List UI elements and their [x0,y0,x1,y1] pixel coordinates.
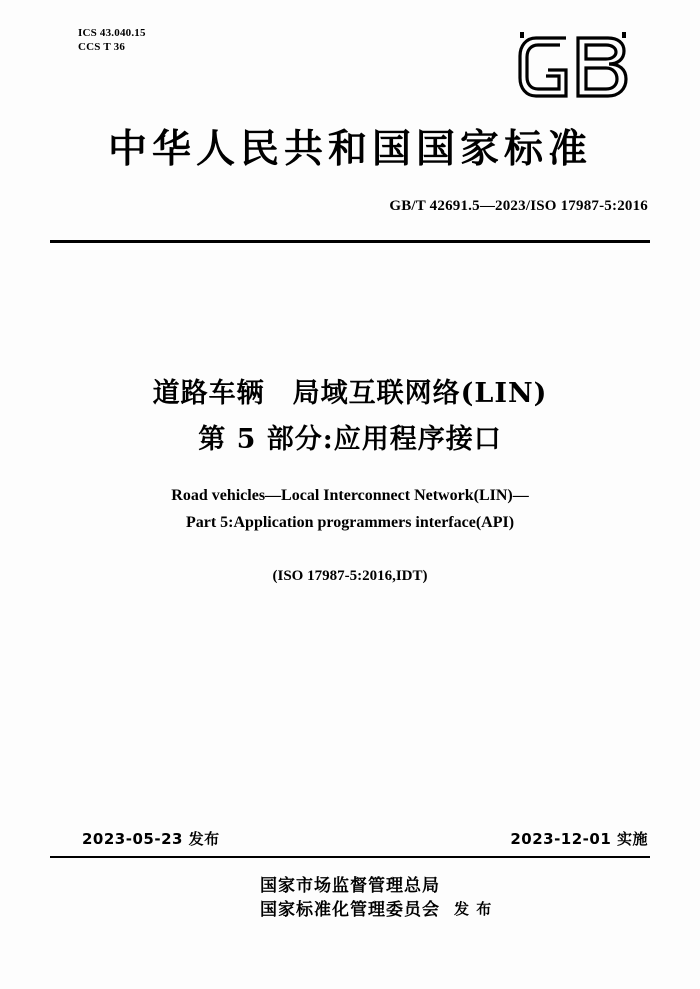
ics-code: ICS 43.040.15 [78,27,146,39]
title-english-line1: Road vehicles—Local Interconnect Network(LIN)— [171,487,529,504]
title-english [0,482,700,536]
gb-emblem-icon [510,28,640,106]
publisher-block [0,874,700,922]
standard-number: GB/T 42691.5—2023/ISO 17987-5:2016 [389,198,648,214]
publisher-issue-word: 发 布 [454,900,493,918]
publisher-line2: 国家标准化管理委员会 [260,900,440,920]
title-chinese-line2: 第 5 部分:应用程序接口 [198,424,502,455]
classification-codes [78,26,146,54]
page-title: 中华人民共和国国家标准 [107,126,592,172]
title-english-line2: Part 5:Application programmers interface(API) [185,514,515,531]
issue-date: 2023-05-23 发布 [82,830,220,848]
implementation-date: 2023-12-01 实施 [510,830,648,848]
iso-adoption-note: (ISO 17987-5:2016,IDT) [272,568,428,584]
title-chinese [0,372,700,462]
divider-bottom [50,856,650,858]
ccs-code: CCS T 36 [78,41,126,53]
title-chinese-line1: 道路车辆 局域互联网络(LIN) [152,378,548,409]
publisher-line1: 国家市场监督管理总局 [260,876,440,896]
divider-top [50,240,650,243]
